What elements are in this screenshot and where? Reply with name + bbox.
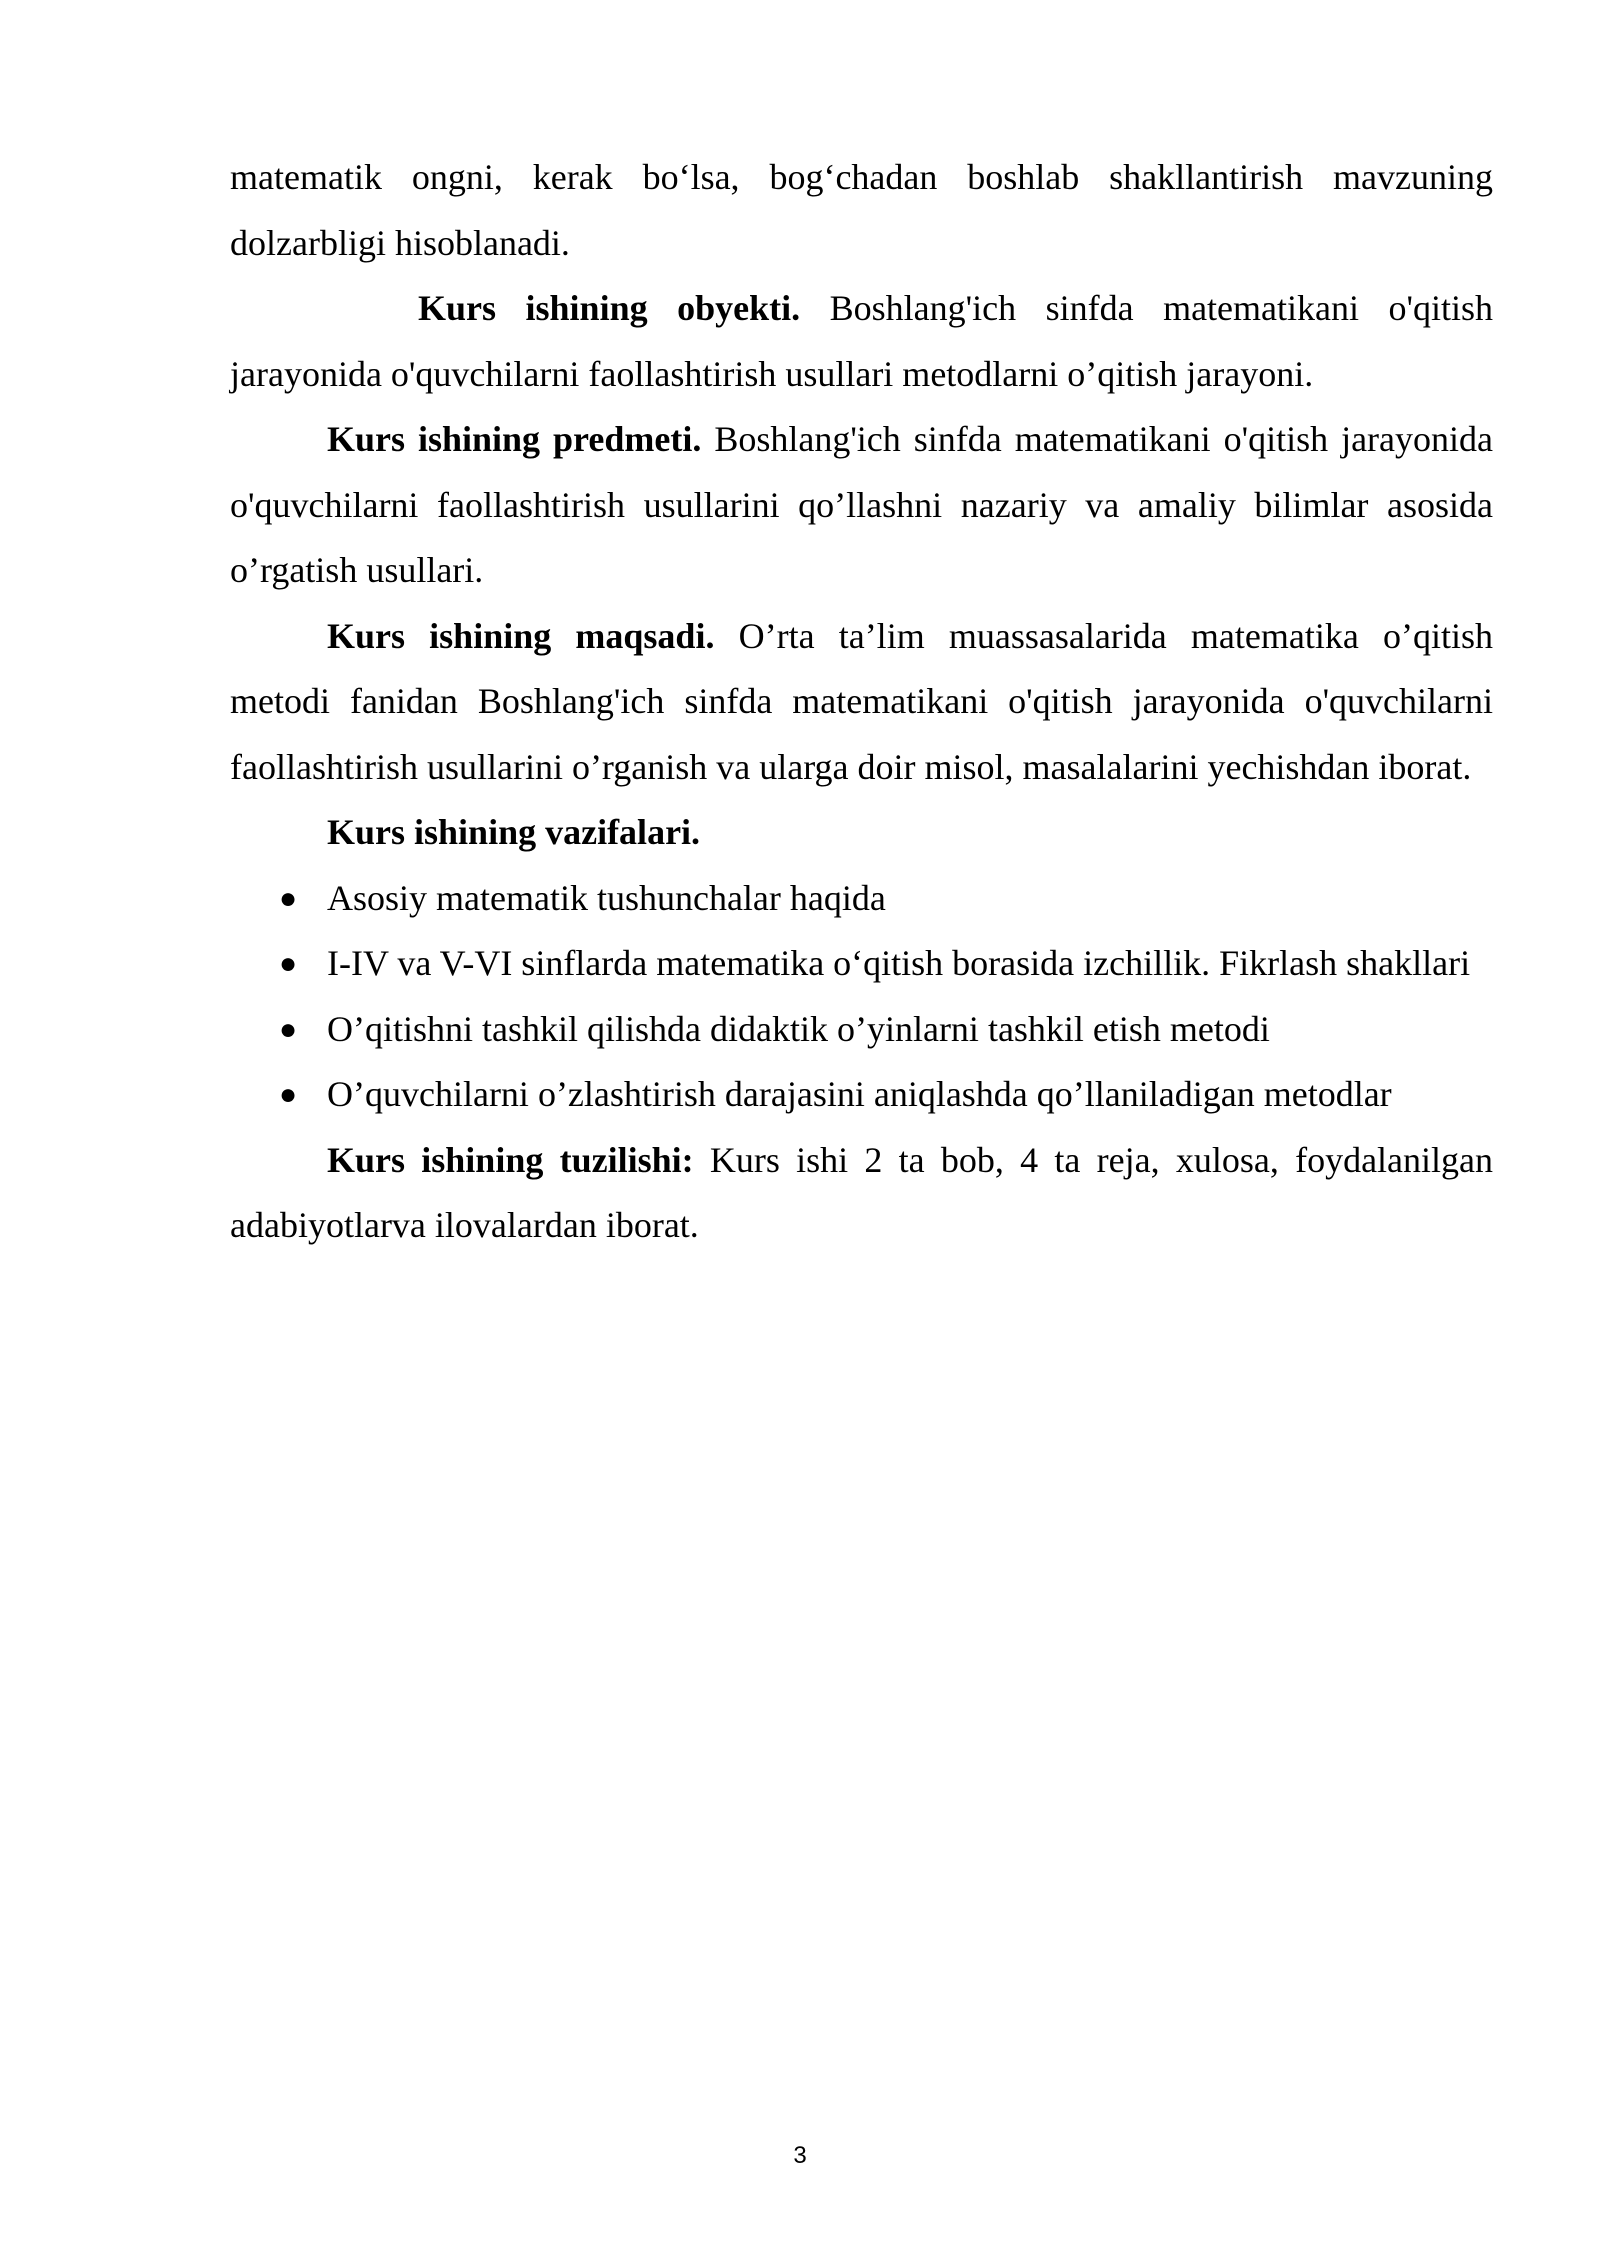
list-item <box>279 1062 1493 1128</box>
object-paragraph <box>230 276 1493 407</box>
goal-label: Kurs ishining maqsadi. <box>327 615 715 656</box>
bullet-icon: ● <box>279 1078 298 1111</box>
bullet-icon: ● <box>279 1012 298 1046</box>
structure-label: Kurs ishining tuzilishi: <box>327 1139 694 1180</box>
list-item-text: I-IV va V-VI sinflarda matematika o‘qitish borasida izchillik. Fikrlash shakllari <box>327 943 1471 983</box>
list-item-text: O’quvchilarni o’zlashtirish darajasini aniqlashda qo’llaniladigan metodlar <box>327 1074 1392 1114</box>
object-label: Kurs ishining obyekti. <box>418 288 801 328</box>
list-item <box>279 997 1493 1063</box>
goal-text: O’rta ta’lim muassasalarida matematika o’qitish metodi fanidan Boshlang'ich sinfda matematikani o'qitish jarayonida o'quvchilarni faollashtirish usullarini o’rganish va ularga doir misol, masalalarini yechishdan iborat. <box>230 615 1493 787</box>
list-item-text: Asosiy matematik tushunchalar haqida <box>327 877 886 918</box>
page-number: 3 <box>793 2142 807 2169</box>
structure-text: Kurs ishi 2 ta bob, 4 ta reja, xulosa, foydalanilgan adabiyotlarva ilovalardan iborat. <box>230 1139 1494 1245</box>
goal-paragraph <box>230 604 1493 801</box>
intro-text: matematik ongni, kerak bo‘lsa, bog‘chadan boshlab shakllantirish mavzuning dolzarbligi hisoblanadi. <box>230 157 1493 263</box>
subject-paragraph <box>230 407 1493 604</box>
bullet-icon: ● <box>279 881 298 915</box>
document-page <box>230 145 1493 1259</box>
tasks-label: Kurs ishining vazifalari. <box>327 812 701 852</box>
list-item <box>279 866 1493 932</box>
tasks-list <box>230 866 1493 1128</box>
tasks-heading <box>230 800 1493 866</box>
list-item <box>279 931 1493 997</box>
subject-label: Kurs ishining predmeti. <box>327 419 702 459</box>
list-item-text: O’qitishni tashkil qilishda didaktik o’yinlarni tashkil etish metodi <box>327 1008 1270 1049</box>
structure-paragraph <box>230 1128 1493 1259</box>
object-text: Boshlang'ich sinfda matematikani o'qitish jarayonida o'quvchilarni faollashtirish usullari metodlarni o’qitish jarayoni. <box>230 288 1494 394</box>
subject-text: Boshlang'ich sinfda matematikani o'qitish jarayonida o'quvchilarni faollashtirish usullarini qo’llashni nazariy va amaliy bilimlar asosida o’rgatish usullari. <box>230 419 1493 590</box>
intro-paragraph <box>230 145 1493 276</box>
bullet-icon: ● <box>279 947 298 980</box>
